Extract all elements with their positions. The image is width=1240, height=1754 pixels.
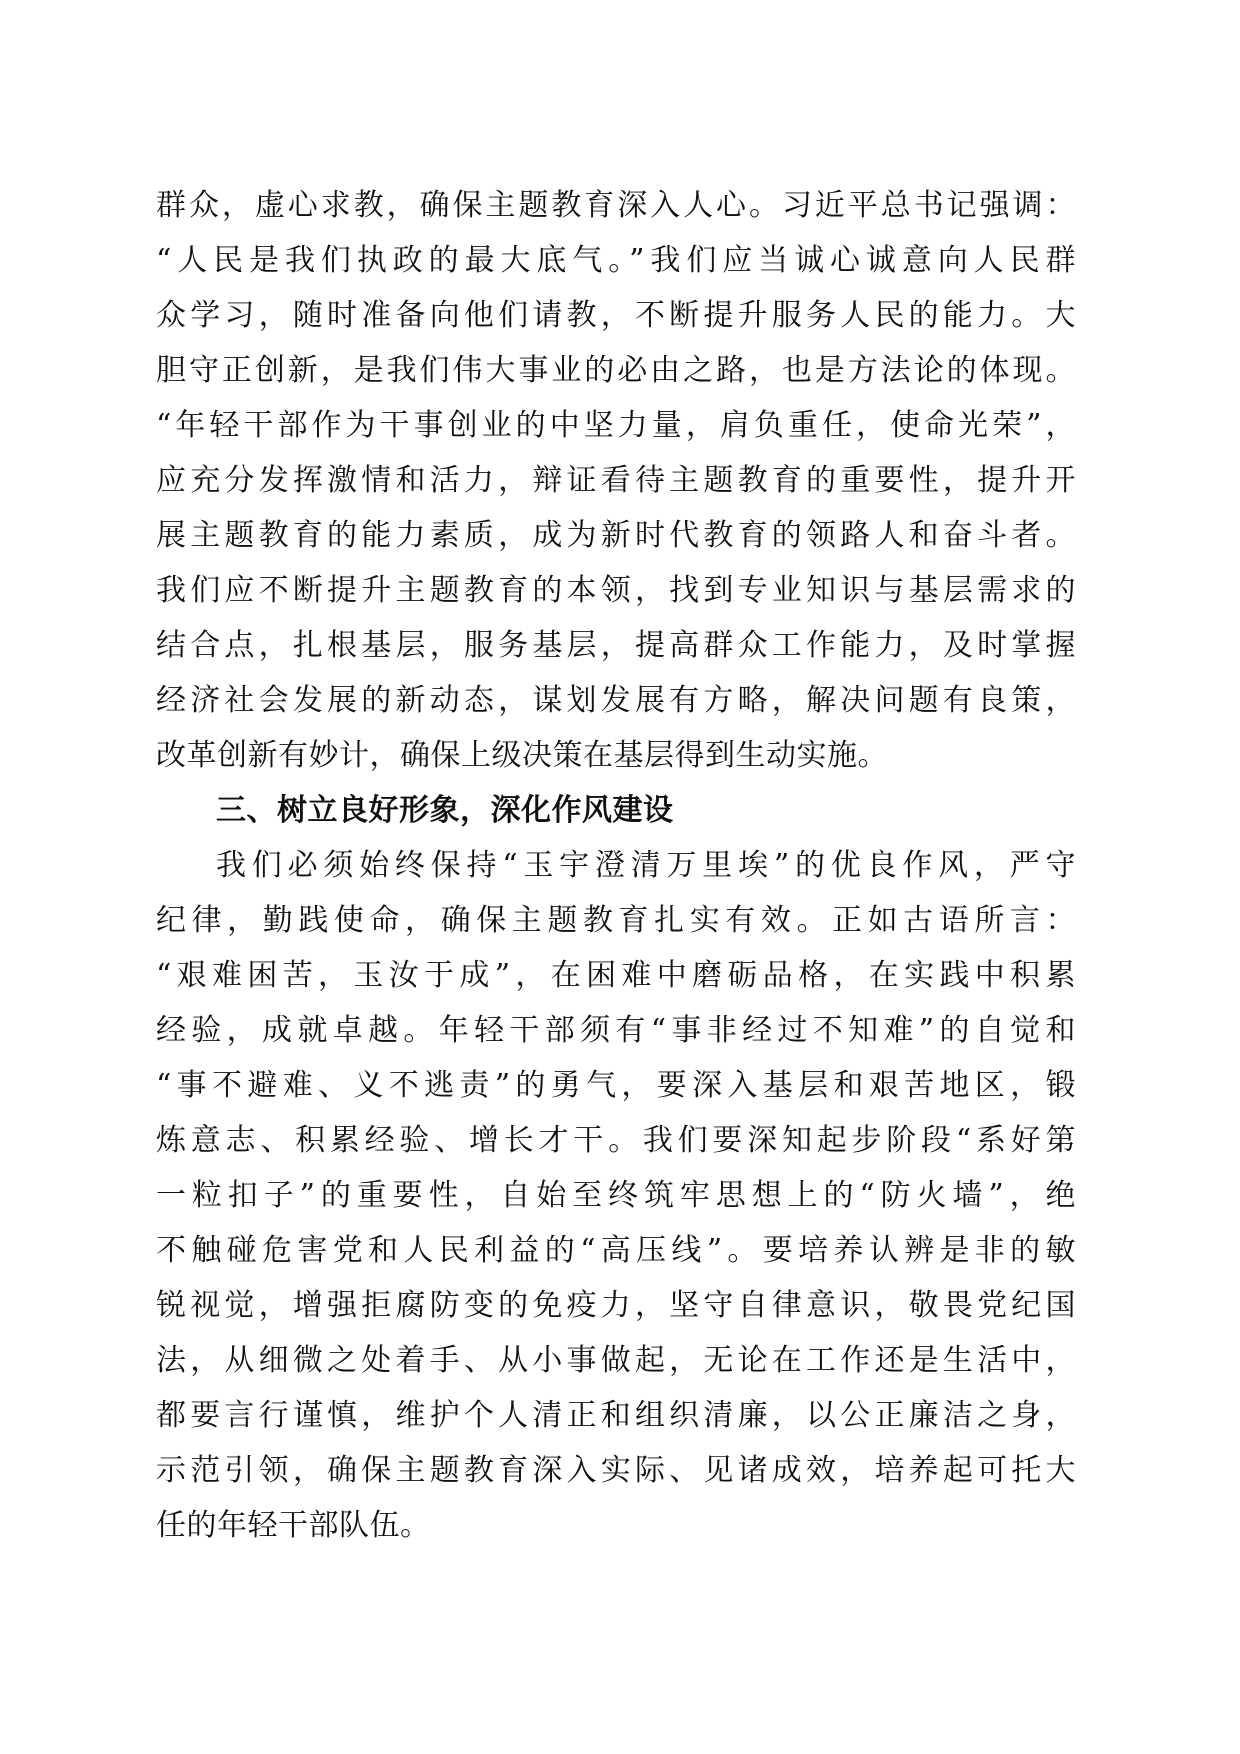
paragraph-1 (156, 178, 1076, 783)
text-line: “年轻干部作为干事创业的中坚力量，肩负重任，使命光荣”， (156, 408, 1076, 443)
text-line: 我们必须始终保持“玉宇澄清万里埃”的优良作风，严守 (216, 848, 1076, 883)
text-line: 示范引领，确保主题教育深入实际、见诸成效，培养起可托大 (156, 1453, 1076, 1488)
text-line: 纪律，勤践使命，确保主题教育扎实有效。正如古语所言： (156, 903, 1076, 938)
text-line: “事不避难、义不逃责”的勇气，要深入基层和艰苦地区，锻 (156, 1068, 1076, 1103)
text-line: 炼意志、积累经验、增长才干。我们要深知起步阶段“系好第 (156, 1123, 1076, 1158)
text-line: 都要言行谨慎，维护个人清正和组织清廉，以公正廉洁之身， (156, 1398, 1076, 1433)
text-line: 经验，成就卓越。年轻干部须有“事非经过不知难”的自觉和 (156, 1013, 1076, 1048)
text-line: 任的年轻干部队伍。 (156, 1508, 431, 1543)
section-heading: 三、树立良好形象，深化作风建设 (216, 793, 674, 828)
text-line: 应充分发挥激情和活力，辩证看待主题教育的重要性，提升开 (156, 463, 1076, 498)
text-line: 胆守正创新，是我们伟大事业的必由之路，也是方法论的体现。 (156, 353, 1076, 388)
text-line: 改革创新有妙计，确保上级决策在基层得到生动实施。 (156, 738, 888, 773)
text-line: 不触碰危害党和人民利益的“高压线”。要培养认辨是非的敏 (156, 1233, 1076, 1268)
text-line: 经济社会发展的新动态，谋划发展有方略，解决问题有良策， (156, 683, 1076, 718)
text-line: 法，从细微之处着手、从小事做起，无论在工作还是生活中， (156, 1343, 1076, 1378)
text-line: 展主题教育的能力素质，成为新时代教育的领路人和奋斗者。 (156, 518, 1076, 553)
paragraph-2 (156, 838, 1076, 1553)
text-line: “人民是我们执政的最大底气。”我们应当诚心诚意向人民群 (156, 243, 1076, 278)
text-line: 结合点，扎根基层，服务基层，提高群众工作能力，及时掌握 (156, 628, 1076, 663)
text-line: 锐视觉，增强拒腐防变的免疫力，坚守自律意识，敬畏党纪国 (156, 1288, 1076, 1323)
document-body (156, 178, 1076, 1553)
text-line: 众学习，随时准备向他们请教，不断提升服务人民的能力。大 (156, 298, 1076, 333)
text-line: “艰难困苦，玉汝于成”，在困难中磨砺品格，在实践中积累 (156, 958, 1076, 993)
text-line: 群众，虚心求教，确保主题教育深入人心。习近平总书记强调： (156, 188, 1076, 223)
text-line: 一粒扣子”的重要性，自始至终筑牢思想上的“防火墙”，绝 (156, 1178, 1076, 1213)
text-line: 我们应不断提升主题教育的本领，找到专业知识与基层需求的 (156, 573, 1076, 608)
